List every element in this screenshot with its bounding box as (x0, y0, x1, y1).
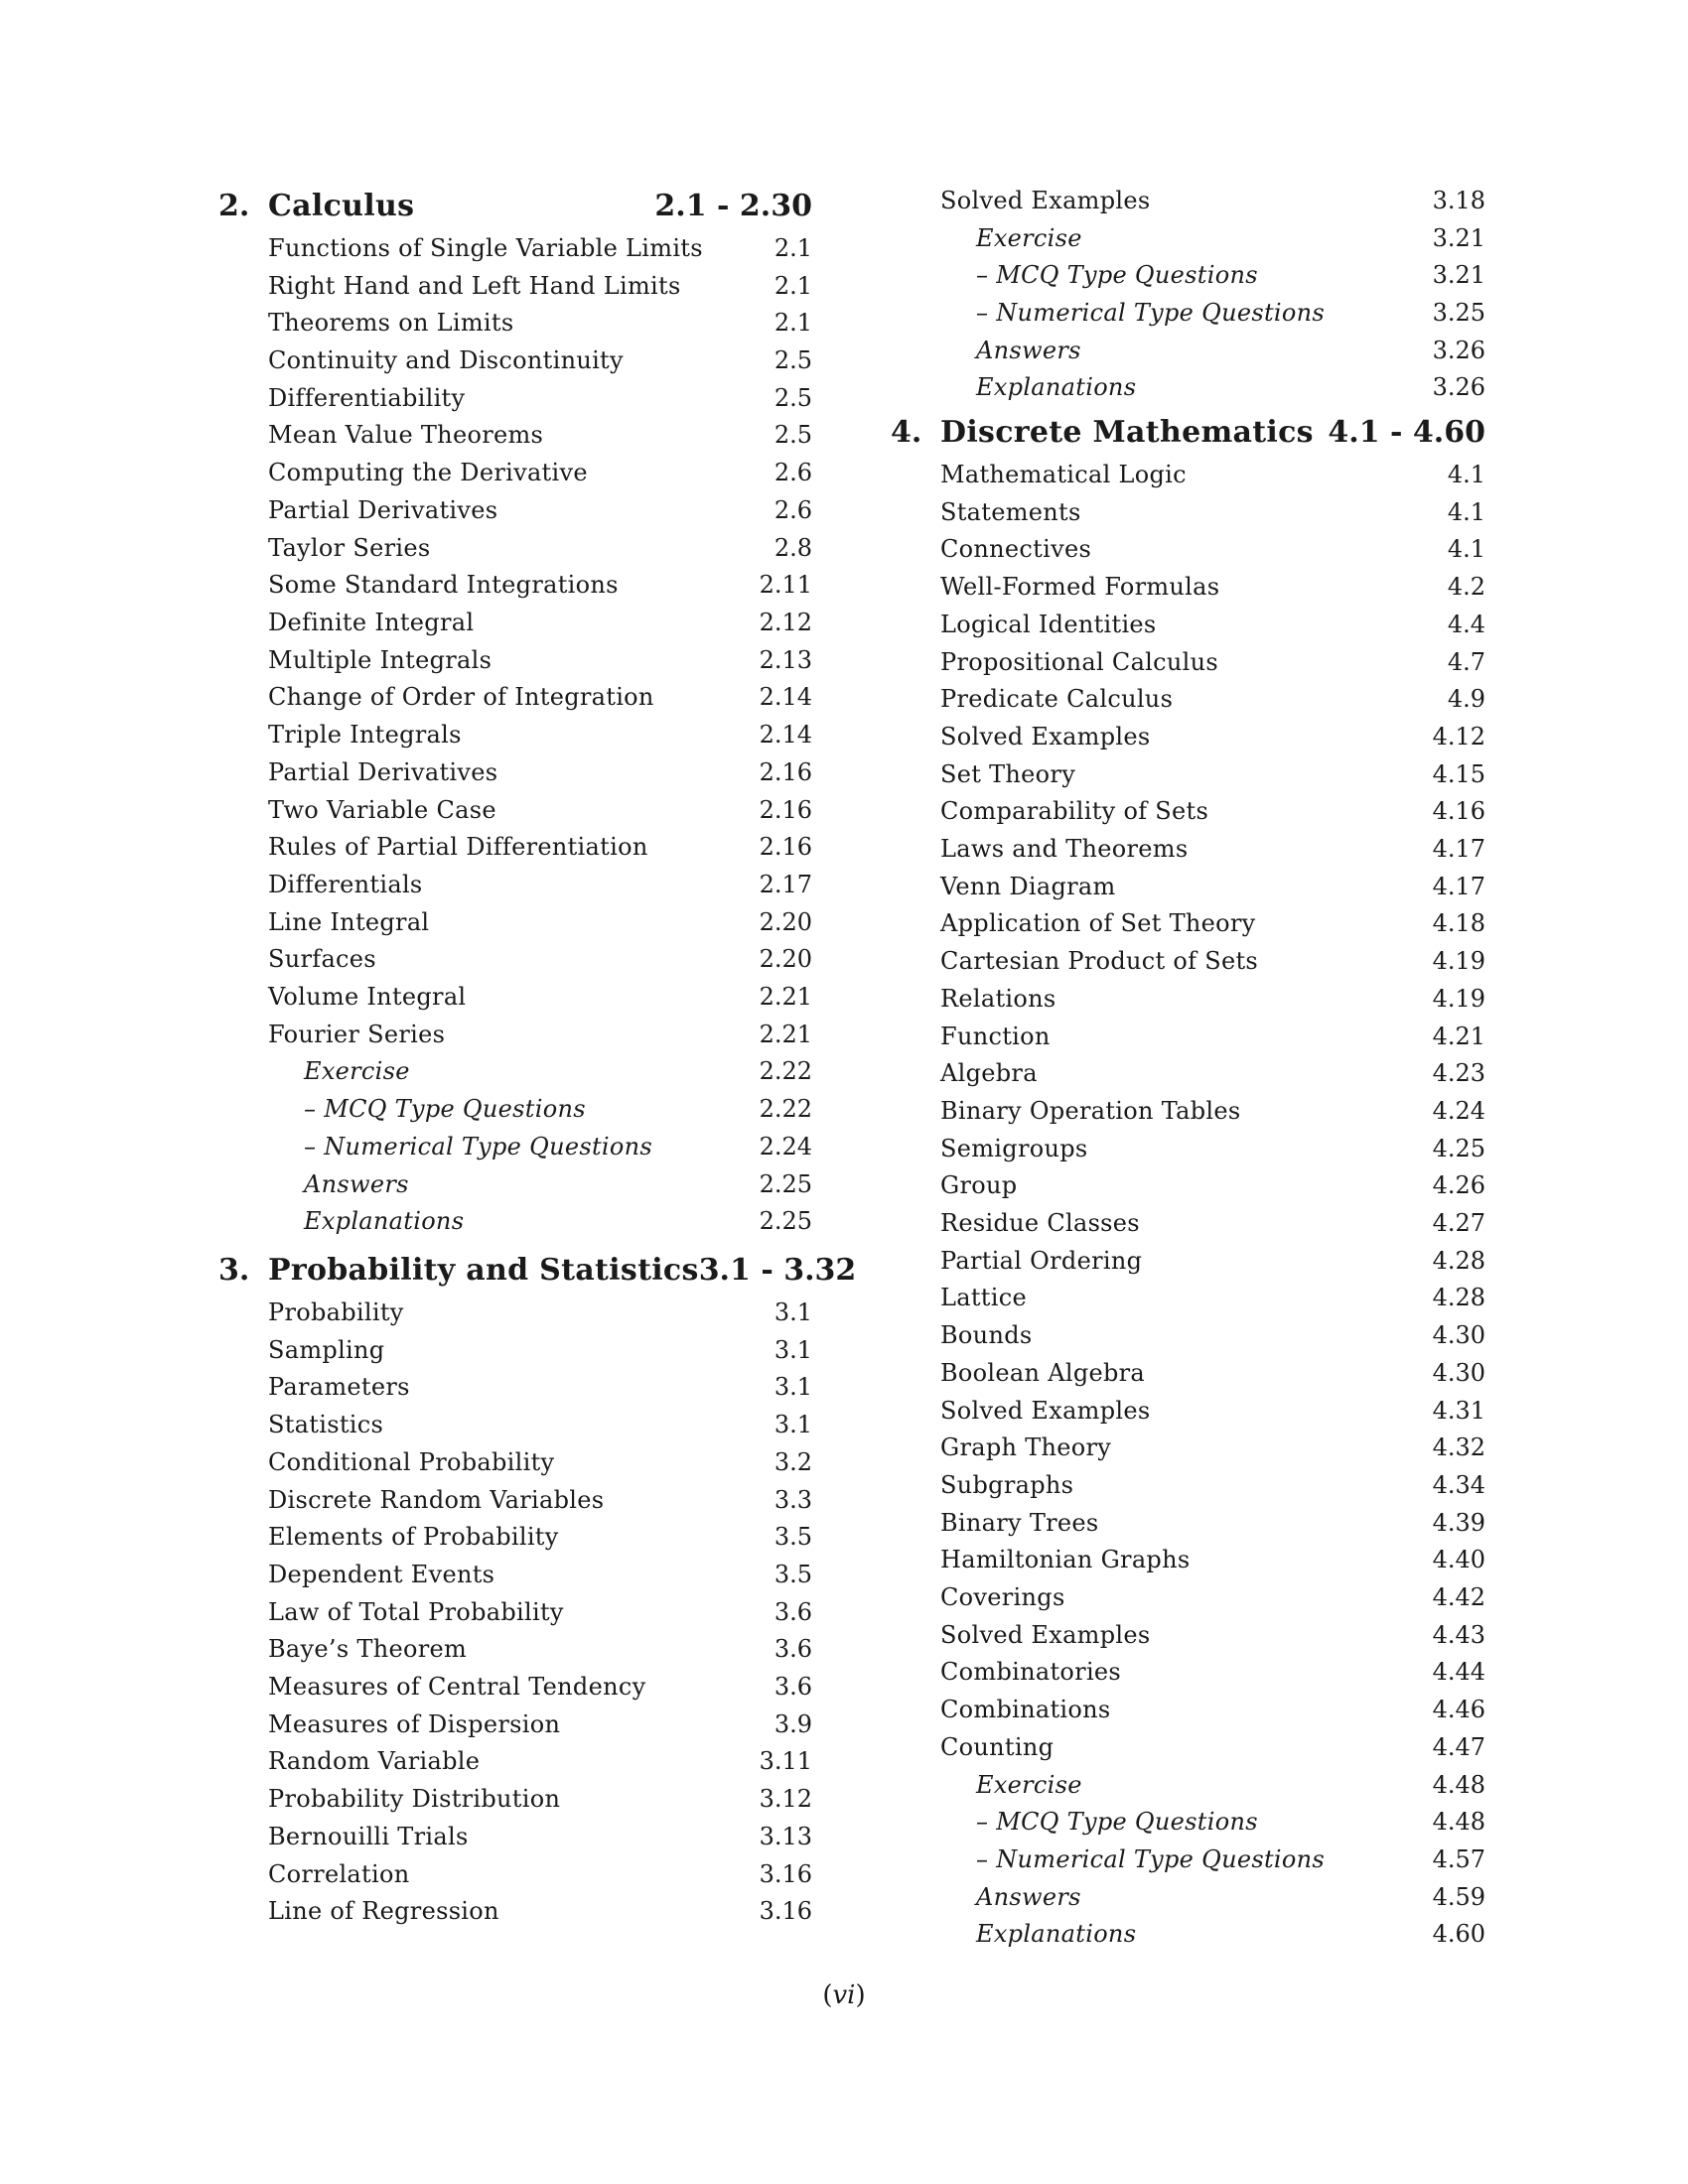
entry-page: 3.16 (759, 1897, 812, 1925)
chapter-title: Calculus (268, 189, 415, 223)
entry-page: 4.9 (1447, 685, 1485, 713)
toc-entry (940, 685, 1485, 713)
entry-label: Change of Order of Integration (268, 683, 654, 711)
toc-entry (976, 1845, 1485, 1873)
toc-entry (268, 1598, 812, 1626)
entry-page: 2.11 (759, 571, 812, 599)
entry-label: Law of Total Probability (268, 1598, 564, 1626)
entry-page: 4.30 (1432, 1321, 1485, 1349)
entry-page: 4.46 (1432, 1696, 1485, 1723)
entry-label: Solved Examples (940, 1621, 1151, 1649)
entry-page: 4.47 (1432, 1733, 1485, 1761)
entry-page: 2.8 (774, 534, 812, 562)
entry-label: Binary Operation Tables (940, 1097, 1241, 1125)
entry-label: Explanations (976, 1920, 1137, 1948)
toc-entry (976, 1883, 1485, 1911)
toc-entry (268, 1021, 812, 1048)
entry-page: 2.20 (759, 945, 812, 973)
entry-label: Application of Set Theory (940, 909, 1256, 937)
toc-entry (268, 1747, 812, 1775)
chapter-page-range: 2.1 - 2.30 (654, 189, 812, 223)
toc-entry (268, 1448, 812, 1476)
entry-label: Partial Derivatives (268, 496, 498, 524)
toc-entry (940, 909, 1485, 937)
toc-entry (268, 234, 812, 262)
toc-entry (940, 1546, 1485, 1573)
entry-page: 2.5 (774, 421, 812, 449)
entry-label: Hamiltonian Graphs (940, 1546, 1191, 1573)
entry-page: 4.4 (1447, 611, 1485, 638)
toc-entry (268, 459, 812, 486)
entry-page: 2.12 (759, 609, 812, 636)
entry-page: 3.16 (759, 1860, 812, 1888)
toc-entry (268, 571, 812, 599)
folio-numeral: vi (832, 1980, 856, 2010)
entry-label: Theorems on Limits (268, 309, 514, 337)
entry-page: 4.23 (1432, 1059, 1485, 1087)
entry-label: Computing the Derivative (268, 459, 588, 486)
entry-label: Lattice (940, 1284, 1027, 1311)
entry-page: 2.6 (774, 496, 812, 524)
toc-entry (268, 1411, 812, 1438)
page-folio (0, 1980, 1688, 2010)
entry-label: Surfaces (268, 945, 376, 973)
folio-open: ( (822, 1980, 833, 2010)
entry-label: Bounds (940, 1321, 1033, 1349)
toc-entry (976, 299, 1485, 327)
entry-page: 2.21 (759, 983, 812, 1011)
toc-entry (940, 873, 1485, 900)
entry-label: – Numerical Type Questions (976, 299, 1326, 327)
entry-label: Bernouilli Trials (268, 1823, 469, 1850)
entry-page: 2.17 (759, 871, 812, 898)
entry-label: Measures of Central Tendency (268, 1673, 646, 1701)
toc-entry (976, 1920, 1485, 1948)
entry-page: 3.6 (774, 1598, 812, 1626)
toc-entry (268, 1823, 812, 1850)
entry-page: 3.1 (774, 1411, 812, 1438)
chapter-title: Probability and Statistics (268, 1253, 699, 1288)
entry-page: 2.20 (759, 908, 812, 936)
toc-entry (268, 1785, 812, 1813)
entry-label: Relations (940, 985, 1056, 1013)
entry-label: Graph Theory (940, 1433, 1112, 1461)
entry-label: – MCQ Type Questions (976, 1808, 1258, 1836)
entry-label: Residue Classes (940, 1209, 1140, 1237)
entry-page: 2.1 (774, 234, 812, 262)
entry-page: 4.40 (1432, 1546, 1485, 1573)
toc-entry (268, 1486, 812, 1514)
entry-page: 4.24 (1432, 1097, 1485, 1125)
entry-page: 4.44 (1432, 1658, 1485, 1686)
entry-label: Some Standard Integrations (268, 571, 619, 599)
entry-page: 4.19 (1432, 985, 1485, 1013)
toc-entry (304, 1095, 812, 1123)
entry-page: 4.15 (1432, 760, 1485, 788)
chapter-number: 2. (218, 189, 250, 223)
entry-page: 4.2 (1447, 573, 1485, 601)
toc-entry (268, 1897, 812, 1925)
chapter-page-range: 3.1 - 3.32 (698, 1253, 857, 1288)
entry-page: 2.5 (774, 346, 812, 374)
entry-page: 2.14 (759, 721, 812, 749)
toc-entry (268, 945, 812, 973)
entry-label: Boolean Algebra (940, 1359, 1146, 1387)
entry-label: Statements (940, 498, 1081, 526)
entry-label: Fourier Series (268, 1021, 446, 1048)
toc-entry (940, 723, 1485, 751)
entry-page: 4.48 (1432, 1808, 1485, 1836)
entry-page: 3.5 (774, 1561, 812, 1588)
toc-entry (268, 1860, 812, 1888)
entry-page: 3.26 (1432, 337, 1485, 364)
toc-entry (940, 1023, 1485, 1050)
entry-page: 3.6 (774, 1673, 812, 1701)
entry-label: Venn Diagram (940, 873, 1116, 900)
entry-page: 2.21 (759, 1021, 812, 1048)
entry-page: 4.43 (1432, 1621, 1485, 1649)
entry-page: 4.48 (1432, 1771, 1485, 1799)
toc-entry (268, 683, 812, 711)
toc-entry (268, 983, 812, 1011)
toc-entry (268, 1336, 812, 1364)
entry-page: 3.11 (759, 1747, 812, 1775)
entry-label: Probability (268, 1298, 404, 1326)
entry-page: 4.17 (1432, 835, 1485, 863)
entry-label: Partial Derivatives (268, 758, 498, 786)
toc-entry (940, 985, 1485, 1013)
entry-label: Triple Integrals (268, 721, 462, 749)
toc-entry (940, 1433, 1485, 1461)
toc-entry (268, 384, 812, 412)
entry-page: 2.1 (774, 272, 812, 300)
entry-label: Predicate Calculus (940, 685, 1174, 713)
entry-page: 4.42 (1432, 1583, 1485, 1611)
toc-entry (268, 796, 812, 824)
toc-entry (268, 833, 812, 861)
entry-label: Propositional Calculus (940, 648, 1219, 676)
toc-entry (268, 496, 812, 524)
entry-label: Partial Ordering (940, 1247, 1143, 1275)
entry-page: 4.34 (1432, 1471, 1485, 1499)
entry-label: Definite Integral (268, 609, 475, 636)
entry-label: Combinations (940, 1696, 1111, 1723)
entry-label: Differentials (268, 871, 423, 898)
entry-page: 3.25 (1432, 299, 1485, 327)
entry-page: 3.1 (774, 1373, 812, 1401)
toc-entry (940, 1733, 1485, 1761)
entry-label: Answers (976, 1883, 1081, 1911)
entry-page: 3.18 (1432, 187, 1485, 214)
entry-label: Sampling (268, 1336, 385, 1364)
toc-entry (304, 1133, 812, 1160)
entry-label: Set Theory (940, 760, 1076, 788)
entry-page: 2.25 (759, 1207, 812, 1235)
entry-page: 3.1 (774, 1336, 812, 1364)
entry-label: Exercise (304, 1057, 410, 1085)
entry-label: Parameters (268, 1373, 410, 1401)
entry-label: Exercise (976, 224, 1082, 252)
entry-page: 4.39 (1432, 1509, 1485, 1537)
toc-entry (976, 224, 1485, 252)
entry-page: 3.6 (774, 1635, 812, 1663)
chapter-page-range: 4.1 - 4.60 (1328, 415, 1485, 450)
toc-entry (940, 835, 1485, 863)
entry-label: Exercise (976, 1771, 1082, 1799)
entry-label: Measures of Dispersion (268, 1710, 561, 1738)
chapter-heading (268, 189, 812, 223)
entry-page: 3.26 (1432, 373, 1485, 401)
entry-page: 2.22 (759, 1057, 812, 1085)
entry-label: Statistics (268, 1411, 384, 1438)
toc-entry (304, 1057, 812, 1085)
entry-page: 4.17 (1432, 873, 1485, 900)
entry-page: 4.28 (1432, 1284, 1485, 1311)
toc-entry (268, 871, 812, 898)
toc-entry (940, 1359, 1485, 1387)
entry-page: 2.14 (759, 683, 812, 711)
entry-page: 4.60 (1432, 1920, 1485, 1948)
toc-entry (268, 421, 812, 449)
entry-label: Line Integral (268, 908, 430, 936)
toc-entry (940, 1171, 1485, 1199)
entry-page: 2.25 (759, 1170, 812, 1198)
entry-page: 4.1 (1447, 461, 1485, 488)
entry-page: 4.12 (1432, 723, 1485, 751)
toc-entry (268, 272, 812, 300)
entry-label: Elements of Probability (268, 1523, 559, 1551)
toc-entry (940, 947, 1485, 975)
entry-page: 2.22 (759, 1095, 812, 1123)
entry-page: 4.30 (1432, 1359, 1485, 1387)
toc-entry (940, 760, 1485, 788)
entry-page: 2.16 (759, 833, 812, 861)
toc-entry (940, 1583, 1485, 1611)
chapter-number: 4. (891, 415, 922, 450)
toc-entry (940, 1209, 1485, 1237)
entry-page: 3.3 (774, 1486, 812, 1514)
toc-entry (940, 1621, 1485, 1649)
entry-label: – Numerical Type Questions (304, 1133, 653, 1160)
toc-entry (268, 309, 812, 337)
entry-label: Algebra (940, 1059, 1038, 1087)
toc-entry (940, 535, 1485, 563)
entry-label: Dependent Events (268, 1561, 495, 1588)
toc-entry (268, 1710, 812, 1738)
entry-label: Volume Integral (268, 983, 467, 1011)
entry-label: Functions of Single Variable Limits (268, 234, 703, 262)
toc-entry (976, 261, 1485, 289)
entry-label: Baye’s Theorem (268, 1635, 468, 1663)
toc-entry (940, 1284, 1485, 1311)
toc-entry (940, 1097, 1485, 1125)
entry-label: Answers (976, 337, 1081, 364)
toc-entry (940, 1509, 1485, 1537)
entry-page: 3.9 (774, 1710, 812, 1738)
toc-entry (268, 609, 812, 636)
toc-entry (268, 646, 812, 674)
toc-entry (940, 461, 1485, 488)
entry-label: Multiple Integrals (268, 646, 492, 674)
toc-entry (940, 1135, 1485, 1162)
entry-label: Conditional Probability (268, 1448, 555, 1476)
toc-entry (268, 1635, 812, 1663)
entry-label: Explanations (304, 1207, 465, 1235)
entry-label: Function (940, 1023, 1051, 1050)
chapter-number: 3. (218, 1253, 250, 1288)
entry-label: Cartesian Product of Sets (940, 947, 1259, 975)
entry-page: 4.31 (1432, 1397, 1485, 1425)
entry-label: Solved Examples (940, 723, 1151, 751)
entry-page: 4.7 (1447, 648, 1485, 676)
entry-label: Binary Trees (940, 1509, 1099, 1537)
toc-entry (268, 908, 812, 936)
entry-page: 3.1 (774, 1298, 812, 1326)
entry-label: Coverings (940, 1583, 1065, 1611)
entry-label: Solved Examples (940, 1397, 1151, 1425)
entry-page: 4.32 (1432, 1433, 1485, 1461)
entry-page: 4.1 (1447, 535, 1485, 563)
toc-entry (940, 648, 1485, 676)
toc-entry (976, 1808, 1485, 1836)
toc-entry (940, 498, 1485, 526)
toc-entry (268, 1373, 812, 1401)
entry-label: Mathematical Logic (940, 461, 1187, 488)
entry-page: 2.6 (774, 459, 812, 486)
entry-label: Group (940, 1171, 1018, 1199)
toc-entry (940, 1247, 1485, 1275)
entry-page: 4.57 (1432, 1845, 1485, 1873)
entry-label: – Numerical Type Questions (976, 1845, 1326, 1873)
entry-label: Rules of Partial Differentiation (268, 833, 648, 861)
entry-label: Right Hand and Left Hand Limits (268, 272, 681, 300)
toc-entry (940, 797, 1485, 825)
entry-page: 3.21 (1432, 261, 1485, 289)
toc-entry (268, 534, 812, 562)
toc-entry (268, 1673, 812, 1701)
toc-entry (940, 1059, 1485, 1087)
entry-page: 2.24 (759, 1133, 812, 1160)
toc-entry (976, 337, 1485, 364)
entry-page: 3.12 (759, 1785, 812, 1813)
entry-page: 4.28 (1432, 1247, 1485, 1275)
chapter-title: Discrete Mathematics (940, 415, 1314, 450)
entry-label: Discrete Random Variables (268, 1486, 605, 1514)
entry-label: Two Variable Case (268, 796, 496, 824)
entry-label: Random Variable (268, 1747, 481, 1775)
entry-label: Well-Formed Formulas (940, 573, 1220, 601)
entry-page: 2.13 (759, 646, 812, 674)
toc-entry (268, 758, 812, 786)
entry-label: – MCQ Type Questions (304, 1095, 586, 1123)
toc-entry (940, 1397, 1485, 1425)
toc-entry (268, 1561, 812, 1588)
toc-entry (268, 346, 812, 374)
toc-entry (940, 1696, 1485, 1723)
toc-entry (304, 1207, 812, 1235)
entry-label: Subgraphs (940, 1471, 1074, 1499)
entry-label: Combinatories (940, 1658, 1122, 1686)
chapter-heading (268, 1253, 857, 1288)
entry-label: Continuity and Discontinuity (268, 346, 624, 374)
entry-page: 4.19 (1432, 947, 1485, 975)
entry-label: Connectives (940, 535, 1092, 563)
toc-entry (304, 1170, 812, 1198)
entry-label: Probability Distribution (268, 1785, 561, 1813)
entry-page: 2.16 (759, 796, 812, 824)
entry-page: 4.25 (1432, 1135, 1485, 1162)
chapter-heading (940, 415, 1485, 450)
entry-label: Comparability of Sets (940, 797, 1209, 825)
entry-label: Semigroups (940, 1135, 1088, 1162)
entry-label: Taylor Series (268, 534, 431, 562)
toc-entry (940, 573, 1485, 601)
entry-page: 4.27 (1432, 1209, 1485, 1237)
entry-page: 3.5 (774, 1523, 812, 1551)
toc-entry (940, 187, 1485, 214)
entry-label: Logical Identities (940, 611, 1157, 638)
entry-label: Differentiability (268, 384, 466, 412)
entry-page: 4.59 (1432, 1883, 1485, 1911)
toc-entry (976, 373, 1485, 401)
entry-page: 2.16 (759, 758, 812, 786)
entry-page: 3.21 (1432, 224, 1485, 252)
entry-label: – MCQ Type Questions (976, 261, 1258, 289)
entry-label: Counting (940, 1733, 1055, 1761)
entry-label: Correlation (268, 1860, 410, 1888)
entry-page: 4.26 (1432, 1171, 1485, 1199)
toc-entry (940, 611, 1485, 638)
toc-entry (940, 1321, 1485, 1349)
entry-page: 4.21 (1432, 1023, 1485, 1050)
entry-label: Solved Examples (940, 187, 1151, 214)
toc-entry (940, 1658, 1485, 1686)
entry-label: Laws and Theorems (940, 835, 1189, 863)
toc-entry (268, 1298, 812, 1326)
entry-label: Mean Value Theorems (268, 421, 544, 449)
entry-page: 4.1 (1447, 498, 1485, 526)
toc-entry (268, 1523, 812, 1551)
toc-entry (976, 1771, 1485, 1799)
entry-page: 2.1 (774, 309, 812, 337)
toc-entry (940, 1471, 1485, 1499)
entry-label: Explanations (976, 373, 1137, 401)
entry-page: 4.16 (1432, 797, 1485, 825)
entry-page: 3.13 (759, 1823, 812, 1850)
entry-label: Answers (304, 1170, 409, 1198)
entry-page: 3.2 (774, 1448, 812, 1476)
entry-label: Line of Regression (268, 1897, 499, 1925)
folio-close: ) (855, 1980, 866, 2010)
entry-page: 2.5 (774, 384, 812, 412)
toc-entry (268, 721, 812, 749)
entry-page: 4.18 (1432, 909, 1485, 937)
